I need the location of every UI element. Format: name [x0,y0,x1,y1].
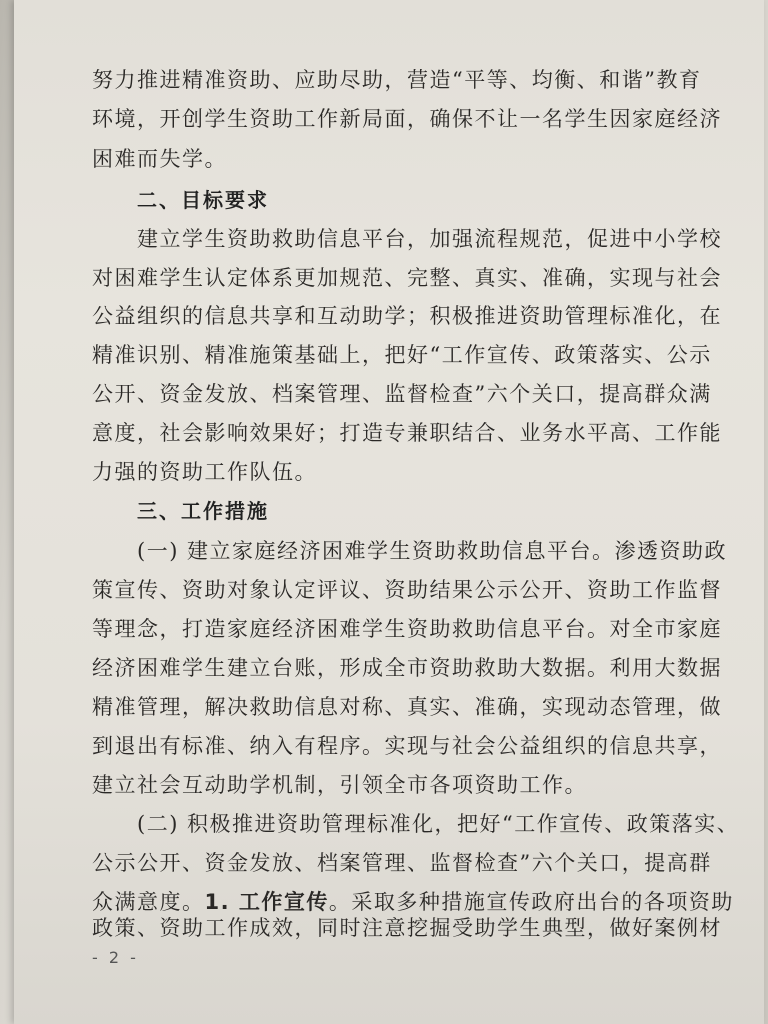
line-text: 。采取多种措施宣传政府出台的各项资助 [328,890,734,914]
paragraph-line: 公示公开、资金发放、档案管理、监督检查”六个关口，提高群 [92,851,712,875]
intro-line: 努力推进精准资助、应助尽助，营造“平等、均衡、和谐”教育 [92,68,702,92]
paragraph-line: 力强的资助工作队伍。 [92,460,317,484]
paragraph-line: 精准管理，解决救助信息对称、真实、准确，实现动态管理，做 [92,695,722,719]
paragraph-line: 对困难学生认定体系更加规范、完整、真实、准确，实现与社会 [92,266,722,290]
paragraph-line: 建立学生资助救助信息平台，加强流程规范，促进中小学校 [137,227,722,251]
paragraph-line: 精准识别、精准施策基础上，把好“工作宣传、政策落实、公示 [92,343,712,367]
paragraph-line: 到退出有标准、纳入有程序。实现与社会公益组织的信息共享， [92,734,722,758]
paragraph-line: 建立社会互动助学机制，引领全市各项资助工作。 [92,773,587,797]
paragraph-line: 意度，社会影响效果好；打造专兼职结合、业务水平高、工作能 [92,421,722,445]
paragraph-line-mixed [92,888,734,916]
paragraph-line: (一) 建立家庭经济困难学生资助救助信息平台。渗透资助政 [137,539,728,563]
intro-line: 困难而失学。 [92,147,227,171]
line-text: 众满意度。 [92,890,205,914]
paragraph-line: 等理念，打造家庭经济困难学生资助救助信息平台。对全市家庭 [92,617,722,641]
paragraph-line: 策宣传、资助对象认定评议、资助结果公示公开、资助工作监督 [92,578,722,602]
paragraph-line: 经济困难学生建立台账，形成全市资助救助大数据。利用大数据 [92,656,722,680]
section-heading: 二、目标要求 [137,188,269,212]
section-heading: 三、工作措施 [137,499,269,523]
paragraph-line: 政策、资助工作成效，同时注意挖掘受助学生典型，做好案例材 [92,916,722,940]
paragraph-line: (二) 积极推进资助管理标准化，把好“工作宣传、政策落实、 [137,812,740,836]
paragraph-line: 公开、资金发放、档案管理、监督检查”六个关口，提高群众满 [92,382,712,406]
intro-line: 环境，开创学生资助工作新局面，确保不让一名学生因家庭经济 [92,107,722,131]
page-number: - 2 - [92,948,139,967]
bold-subheading: 1. 工作宣传 [204,890,329,914]
paragraph-line: 公益组织的信息共享和互动助学；积极推进资助管理标准化，在 [92,304,722,328]
